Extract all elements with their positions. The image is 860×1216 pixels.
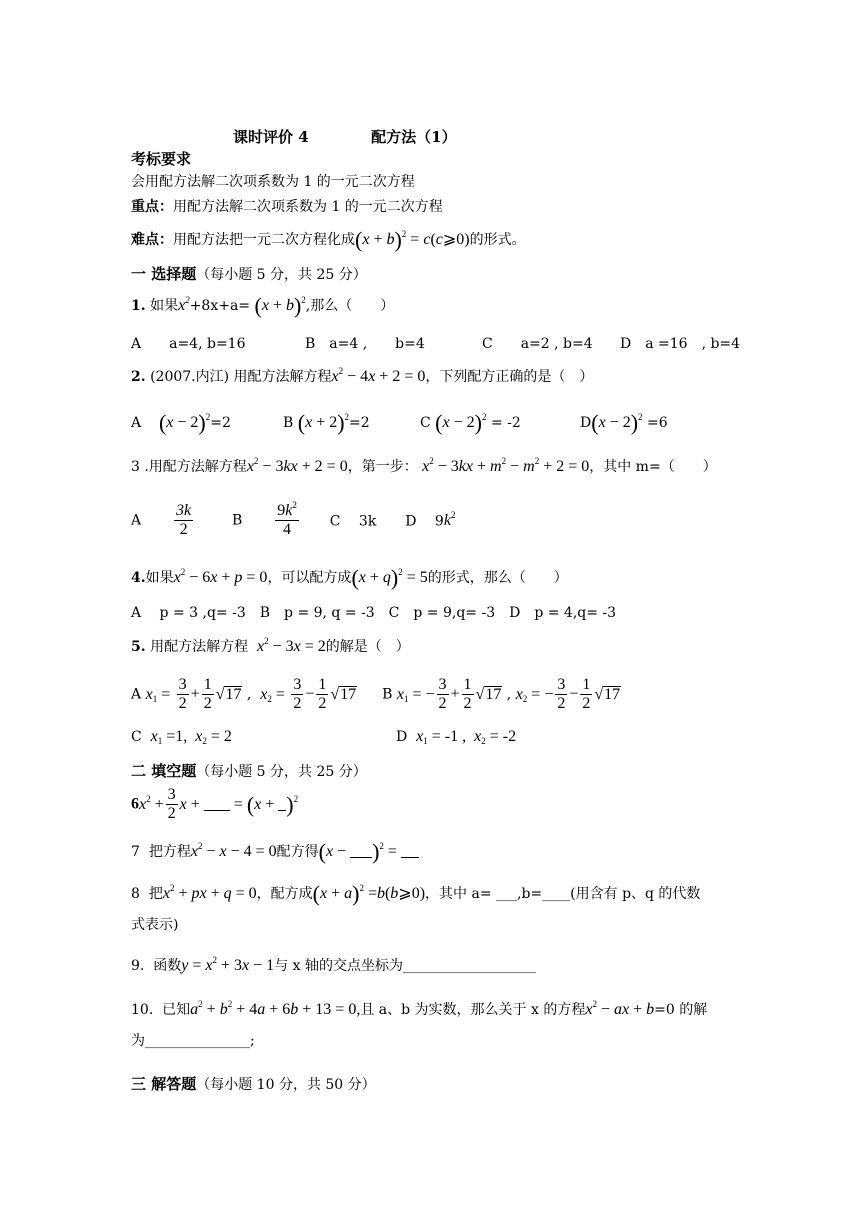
q2-equation: $x^2 - 4x + 2 = 0$ — [331, 366, 426, 385]
q5-option-b-x1: $x_1$ = − — [396, 685, 435, 704]
difficulty-text: 用配方法把一元二次方程化成 — [173, 232, 355, 248]
q5-option-b-label: B — [382, 686, 393, 703]
q5-b-frac-4: $\frac{1}{2}$ — [582, 676, 591, 712]
q1-option-b: B a=4 , b=4 — [305, 336, 425, 352]
q4-stem-tail: 的形式，那么（ ） — [427, 570, 568, 586]
section3-note: （每小题 10 分，共 50 分） — [196, 1077, 376, 1093]
q5-option-d — [396, 728, 516, 746]
q3-stem: 用配方法解方程 — [148, 459, 247, 475]
q8-equation: $x^2$ + px + q = 0 — [162, 883, 257, 902]
standards-requirement: 会用配方法解二次项系数为 1 的一元二次方程 — [131, 174, 415, 190]
section3-title: 三 解答题 — [131, 1075, 197, 1093]
difficulty-tail: 的形式。 — [469, 232, 526, 248]
key-text: 用配方法解二次项系数为 1 的一元二次方程 — [173, 199, 443, 215]
q3-option-a-label: A — [131, 512, 142, 529]
q3-option-c: C 3k — [329, 513, 377, 530]
q2-option-a-value: =2 — [210, 415, 231, 431]
q8-stem: 把 — [148, 886, 163, 902]
q5-option-c-expr: $x_1 =1$, $x_2 = 2$ — [150, 728, 232, 746]
q2-option-d-value: =6 — [646, 415, 668, 431]
q5-option-a-x1: $x_1$ = — [145, 685, 171, 704]
q7-form: $(x - )^2$ = — [319, 843, 419, 860]
q5-option-d-label: D — [396, 729, 408, 745]
q3-stem-tail: ，其中 m=（ ） — [589, 459, 717, 475]
q3-option-d-expr: $k^2$ — [443, 509, 456, 529]
q1-stem-a: 如果 — [150, 298, 179, 314]
q5-number: 5. — [131, 639, 146, 655]
q1-option-d: D a =16 , b=4 — [620, 336, 741, 352]
q4-options: A p = 3 ,q= -3 B p = 9, q = -3 C p = 9,q= -3 D p = 4,q= -3 — [131, 605, 617, 621]
q10-line2: 为_______________; — [131, 1033, 255, 1049]
q5-stem-tail: 的解是（ ） — [325, 639, 410, 655]
q2-option-b-label: B — [283, 415, 294, 431]
q5-option-d-expr: $x_1 = -1$ , $x_2 = -2$ — [416, 728, 517, 746]
q3-option-a-fraction: $\frac{3k}{2}$ — [176, 502, 192, 538]
q5-b-frac-1: $\frac{3}{2}$ — [438, 676, 447, 712]
q3-equation: $x^2 - 3kx + 2 = 0$ — [246, 456, 348, 475]
question-10 — [131, 1001, 707, 1019]
q5-b-frac-2: $\frac{1}{2}$ — [463, 676, 472, 712]
q8-form: $(x + a)^2$ =b(b⩾0) — [312, 881, 426, 906]
q9-stem: 函数 — [153, 958, 182, 974]
question-7 — [131, 839, 419, 864]
q10-equation: $x^2$ − ax + b — [585, 999, 655, 1018]
q4-stem-mid: ，可以配方成 — [267, 570, 352, 586]
section1-note: （每小题 5 分，共 25 分） — [196, 267, 367, 283]
q2-option-c-value: = -2 — [490, 415, 521, 431]
q2-stem-tail: ，下列配方正确的是（ ） — [425, 369, 594, 385]
q2-number: 2. — [131, 369, 146, 385]
section1-title: 一 选择题 — [131, 265, 197, 283]
q1-stem-b: +8x+a= — [189, 298, 251, 314]
q2-stem: 用配方法解方程 — [233, 369, 332, 385]
difficulty-label: 难点： — [131, 232, 173, 248]
title-right: 配方法（1） — [371, 128, 457, 146]
q2-option-b-value: =2 — [349, 415, 370, 431]
q5-option-c-label: C — [131, 729, 142, 745]
q5-option-b-x2: $x_2$ = − — [515, 685, 554, 704]
q7-stem-mid: 配方得 — [276, 844, 319, 860]
question-9 — [131, 957, 536, 975]
title-left: 课时评价 4 — [233, 128, 309, 146]
question-3 — [131, 458, 717, 476]
q5-a-frac-3: $\frac{3}{2}$ — [293, 676, 302, 712]
question-4 — [131, 565, 568, 590]
q10-stem: 已知 — [162, 1002, 191, 1018]
q4-form: $(x + q)^2 = 5$ — [351, 565, 428, 590]
q4-stem: 如果 — [145, 570, 174, 586]
q2-source: (2007.内江) — [150, 369, 230, 385]
q3-options — [131, 502, 455, 539]
q8-stem-tail: ，其中 a= ___,b=____(用含有 p、q 的代数 — [425, 886, 701, 902]
q9-number: 9. — [131, 958, 145, 974]
q6-number: 6 — [131, 795, 139, 813]
q2-option-d — [580, 410, 668, 436]
q5-option-a-x2: $x_2$ = — [260, 685, 285, 704]
q2-option-a-label: A — [131, 415, 142, 431]
section3-heading — [131, 1075, 376, 1094]
difficulty-point — [131, 227, 526, 252]
q1-formula-a: $x^2$ — [178, 295, 190, 314]
difficulty-formula: $(x + b)^2$ = c(c⩾0) — [355, 227, 470, 252]
question-6 — [131, 786, 298, 823]
q6-expr-b: x + = $(x + )^2$ — [179, 791, 299, 817]
q2-option-c — [420, 410, 521, 436]
section2-note: （每小题 5 分，共 25 分） — [196, 764, 367, 780]
question-1 — [131, 293, 395, 318]
q2-option-c-label: C — [420, 415, 431, 431]
q5-option-a-label: A — [131, 686, 142, 703]
q7-equation: $x^2 - x - 4 = 0$ — [190, 841, 277, 860]
q1-stem-c: ,那么（ ） — [305, 298, 395, 314]
q7-stem: 把方程 — [148, 844, 191, 860]
q4-number: 4. — [131, 570, 146, 586]
q3-step: ，第一步： — [347, 459, 418, 475]
q5-a-frac-1: $\frac{3}{2}$ — [178, 676, 187, 712]
question-8 — [131, 881, 701, 906]
page-title — [233, 128, 457, 146]
q8-line2: 式表示) — [131, 917, 179, 933]
q2-option-b — [283, 410, 370, 436]
q5-equation: $x^2 - 3x = 2$ — [256, 636, 326, 655]
q5-option-c — [131, 728, 232, 746]
key-point — [131, 198, 443, 216]
q4-equation: $x^2 - 6x + p = 0$ — [173, 567, 268, 586]
q5-options-ab: A $x_1$ = $\frac{3}{2}$ + $\frac{1}{2}$ √17 , $x_2$ = $\frac{3}{2}$ − $\frac{1}{2}$ √17 B $x_1$ = − $\frac{3}{2}$ + $\frac{1}{2}$ √17 , $x_2$ = − $\frac{3}{2}$ − $\frac{1}{2}$ √17 — [131, 676, 621, 712]
q5-stem: 用配方法解方程 — [150, 639, 249, 655]
q6-fraction: $\frac{3}{2}$ — [167, 786, 176, 822]
key-label: 重点： — [131, 199, 173, 215]
q10-stem-mid: 且 a、b 为实数，那么关于 x 的方程 — [360, 1002, 586, 1018]
q3-number: 3 . — [131, 459, 149, 475]
q10-stem-tail: =0 的解 — [654, 1002, 708, 1018]
q2-option-b-expr: $(x + 2)^2$ — [297, 410, 350, 435]
q2-option-a-expr: $(x - 2)^2$ — [158, 410, 211, 435]
q10-number: 10. — [131, 1002, 154, 1018]
q1-number: 1. — [131, 298, 146, 314]
question-2 — [131, 368, 593, 386]
q9-stem-tail: 与 x 轴的交点坐标为___________________ — [274, 958, 536, 974]
q2-option-d-label: D — [580, 415, 592, 431]
q2-option-d-expr: $(x - 2)^2$ — [591, 410, 643, 435]
q5-a-frac-2: $\frac{1}{2}$ — [203, 676, 212, 712]
q5-b-frac-3: $\frac{3}{2}$ — [557, 676, 566, 712]
q8-stem-mid: ，配方成 — [256, 886, 313, 902]
q1-option-c: C a=2 , b=4 — [482, 336, 593, 352]
q1-formula-b: $(x + b)^2$ — [254, 293, 306, 318]
q10-condition: $a^2 + b^2 + 4a + 6b + 13 = 0$, — [190, 999, 361, 1018]
q3-option-b-fraction: $\frac{9k^2}{4}$ — [277, 500, 297, 538]
section1-heading — [131, 265, 367, 284]
question-5 — [131, 638, 410, 656]
q3-step-equation: $x^2 - 3kx + m^2 - m^2 + 2 = 0$ — [422, 456, 590, 475]
q1-option-a: A a=4, b=16 — [131, 336, 246, 352]
section2-title: 二 填空题 — [131, 762, 197, 780]
q7-number: 7 — [131, 844, 140, 860]
standards-heading: 考标要求 — [131, 150, 192, 168]
section2-heading — [131, 762, 367, 781]
q3-option-b-label: B — [232, 512, 243, 529]
q2-option-a — [131, 410, 231, 436]
q5-a-frac-4: $\frac{1}{2}$ — [318, 676, 327, 712]
q6-expr-a: $x^2$ + — [139, 793, 164, 813]
q3-option-d: D 9 — [405, 513, 444, 530]
q8-number: 8 — [131, 886, 140, 902]
q2-option-c-expr: $(x - 2)^2$ — [435, 410, 487, 435]
q9-function: $y = x^2 + 3x - 1$ — [181, 955, 275, 974]
